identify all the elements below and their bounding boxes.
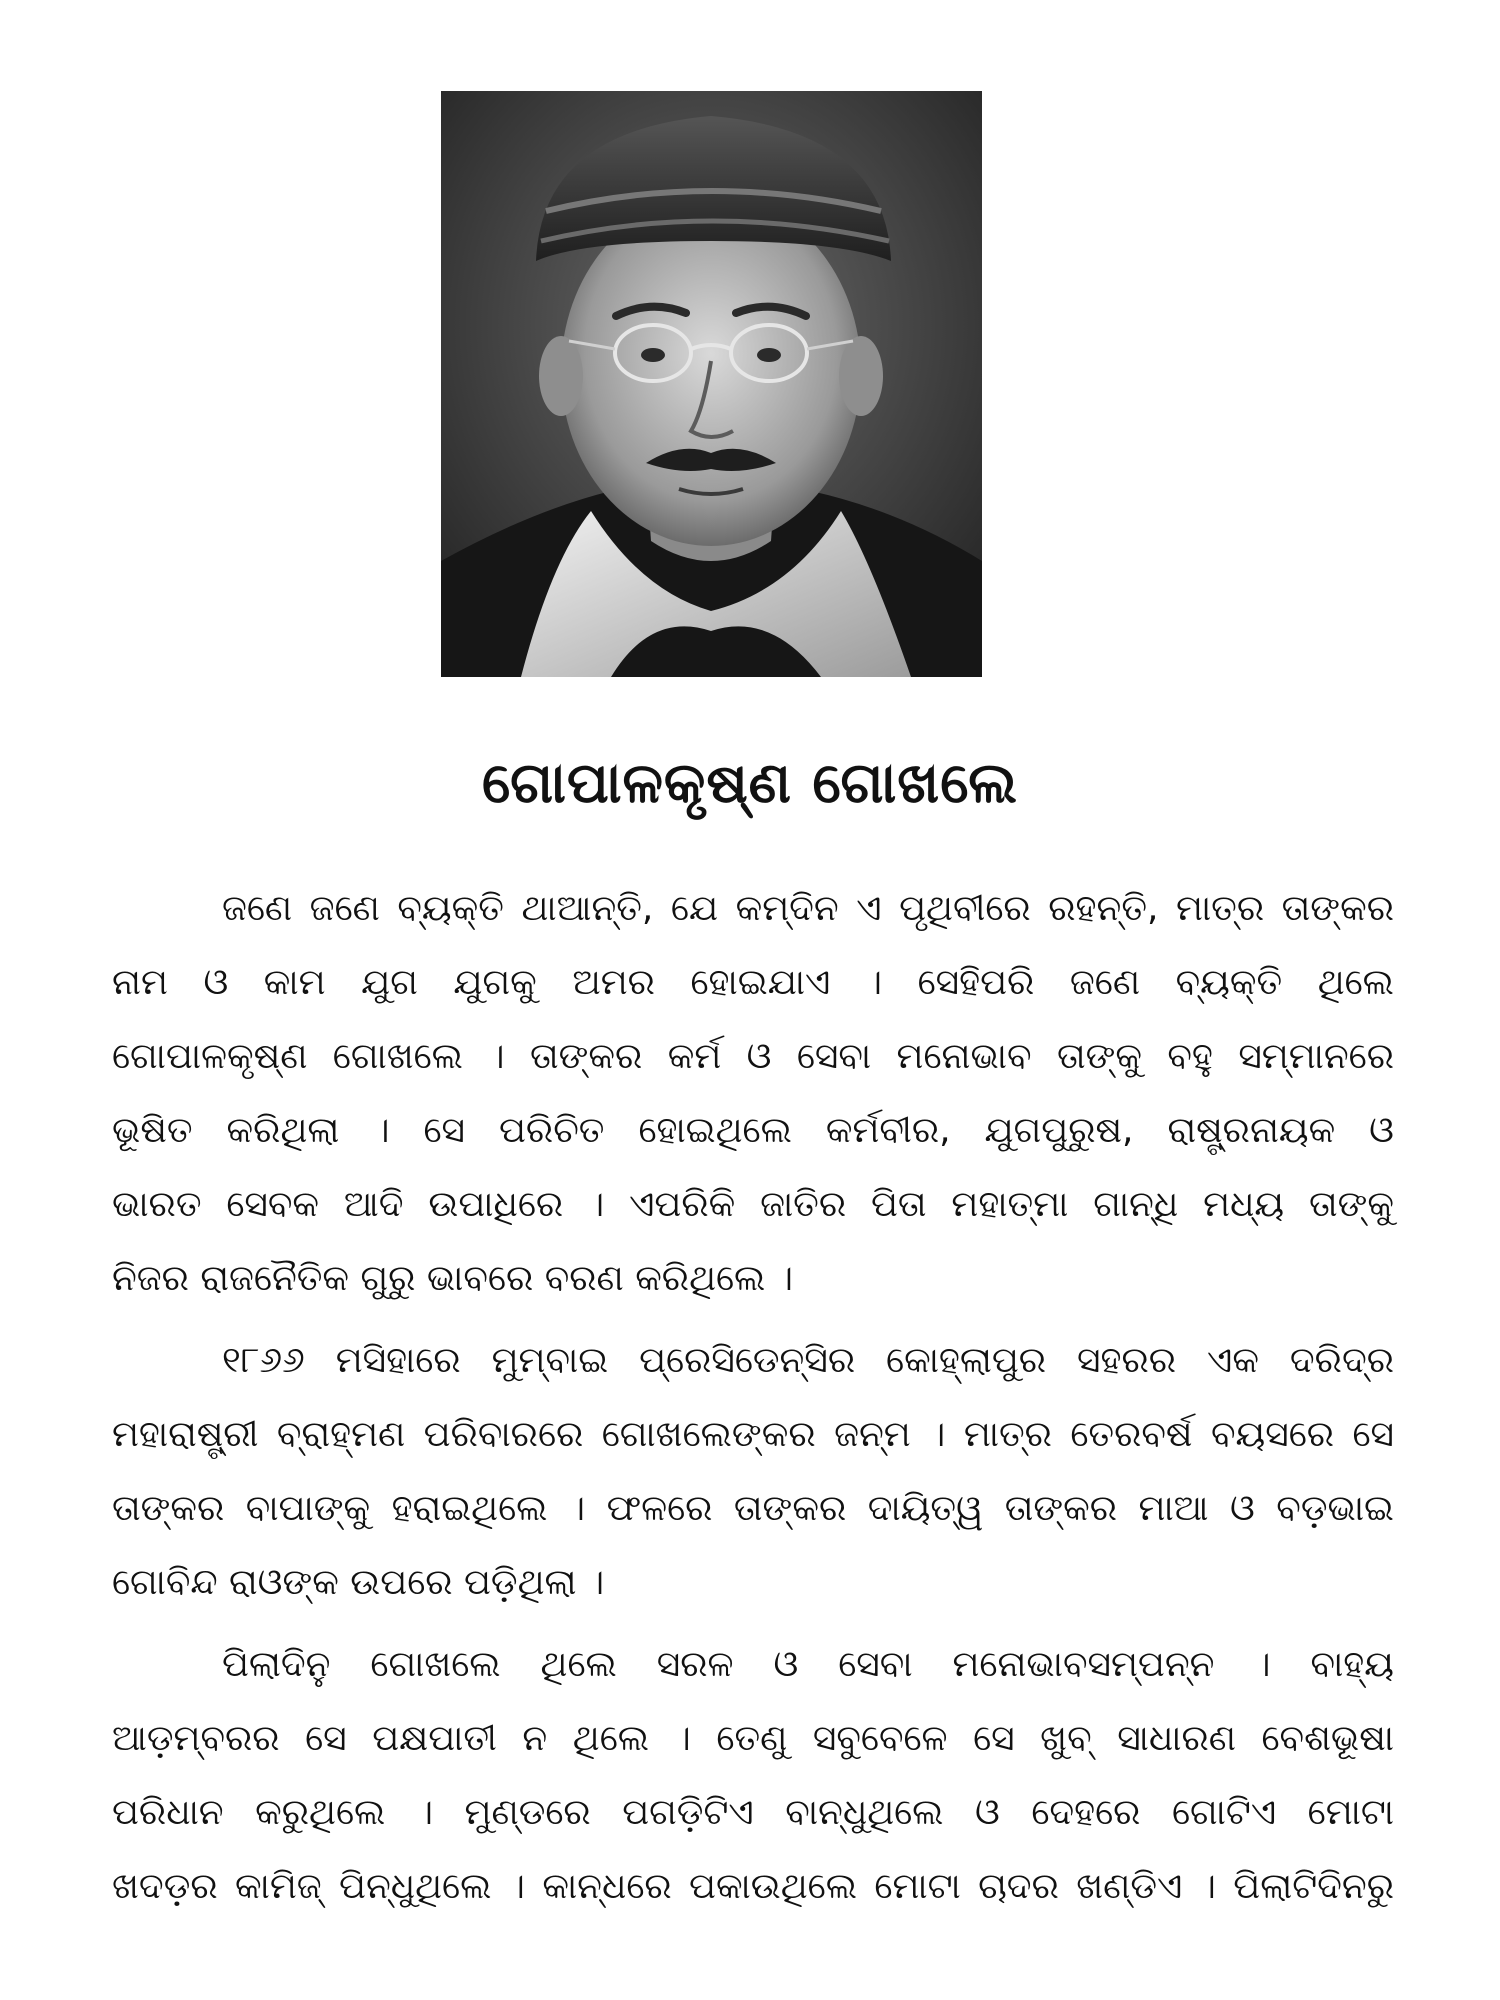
text-line: ଆଡ଼ମ୍ବରର ସେ ପକ୍ଷପାତୀ ନ ଥିଲେ । ତେଣୁ ସବୁବେଳେ ସେ ଖୁବ୍ ସାଧାରଣ ବେଶଭୂଷା xyxy=(112,1718,1394,1759)
text-line: ଗୋବିନ୍ଦ ରାଓଙ୍କ ଉପରେ ପଡ଼ିଥିଲା । xyxy=(112,1562,605,1603)
text-line: ଖଦଡ଼ର କାମିଜ୍ ପିନ୍ଧୁଥିଲେ । କାନ୍ଧରେ ପକାଉଥିଲେ ମୋଟା ଚାଦର ଖଣ୍ଡିଏ । ପିଲାଟିଦିନରୁ xyxy=(112,1866,1394,1907)
text-line: ଗୋପାଳକୃଷ୍ଣ ଗୋଖଲେ । ତାଙ୍କର କର୍ମ ଓ ସେବା ମନୋଭାବ ତାଙ୍କୁ ବହୁ ସମ୍ମାନରେ xyxy=(112,1036,1394,1077)
paragraph xyxy=(112,1324,1394,1620)
portrait-illustration xyxy=(441,91,982,677)
page-title: ଗୋପାଳକୃଷ୍ଣ ଗୋଖଲେ xyxy=(482,751,1018,816)
portrait-photo xyxy=(441,91,982,677)
paragraph xyxy=(112,1628,1394,1924)
text-line: ପରିଧାନ କରୁଥିଲେ । ମୁଣ୍ଡରେ ପଗଡ଼ିଟିଏ ବାନ୍ଧୁଥିଲେ ଓ ଦେହରେ ଗୋଟିଏ ମୋଟା xyxy=(112,1792,1394,1833)
text-line: ତାଙ୍କର ବାପାଙ୍କୁ ହରାଇଥିଲେ । ଫଳରେ ତାଙ୍କର ଦାୟିତ୍ୱ ତାଙ୍କର ମାଆ ଓ ବଡ଼ଭାଇ xyxy=(112,1488,1394,1529)
article-body xyxy=(112,872,1394,1924)
text-line: ପିଲାଦିନୁ ଗୋଖଲେ ଥିଲେ ସରଳ ଓ ସେବା ମନୋଭାବସମ୍ପନ୍ନ । ବାହ୍ୟ xyxy=(222,1644,1394,1685)
paragraph-gap xyxy=(112,1620,1394,1628)
text-line: ନାମ ଓ କାମ ଯୁଗ ଯୁଗକୁ ଅମର ହୋଇଯାଏ । ସେହିପରି ଜଣେ ବ୍ୟକ୍ତି ଥିଲେ xyxy=(112,962,1394,1003)
paragraph-gap xyxy=(112,1316,1394,1324)
text-line: ଭୂଷିତ କରିଥିଲା । ସେ ପରିଚିତ ହୋଇଥିଲେ କର୍ମବୀର, ଯୁଗପୁରୁଷ, ରାଷ୍ଟ୍ରନାୟକ ଓ xyxy=(112,1110,1394,1151)
text-line: ମହାରାଷ୍ଟ୍ରୀ ବ୍ରାହ୍ମଣ ପରିବାରରେ ଗୋଖଲେଙ୍କର ଜନ୍ମ । ମାତ୍ର ତେରବର୍ଷ ବୟସରେ ସେ xyxy=(112,1414,1394,1455)
paragraph xyxy=(112,872,1394,1316)
text-line: ଭାରତ ସେବକ ଆଦି ଉପାଧିରେ । ଏପରିକି ଜାତିର ପିତା ମହାତ୍ମା ଗାନ୍ଧି ମଧ୍ୟ ତାଙ୍କୁ xyxy=(112,1184,1394,1225)
text-line: ଜଣେ ଜଣେ ବ୍ୟକ୍ତି ଥାଆନ୍ତି, ଯେ କମ୍‌ଦିନ ଏ ପୃଥିବୀରେ ରହନ୍ତି, ମାତ୍ର ତାଙ୍କର xyxy=(222,888,1394,929)
text-line: ୧୮୬୬ ମସିହାରେ ମୁମ୍ବାଇ ପ୍ରେସିଡେନ୍‌ସିର କୋହ୍ଲାପୁର ସହରର ଏକ ଦରିଦ୍ର xyxy=(222,1340,1394,1381)
text-line: ନିଜର ରାଜନୈତିକ ଗୁରୁ ଭାବରେ ବରଣ କରିଥିଲେ । xyxy=(112,1258,794,1299)
